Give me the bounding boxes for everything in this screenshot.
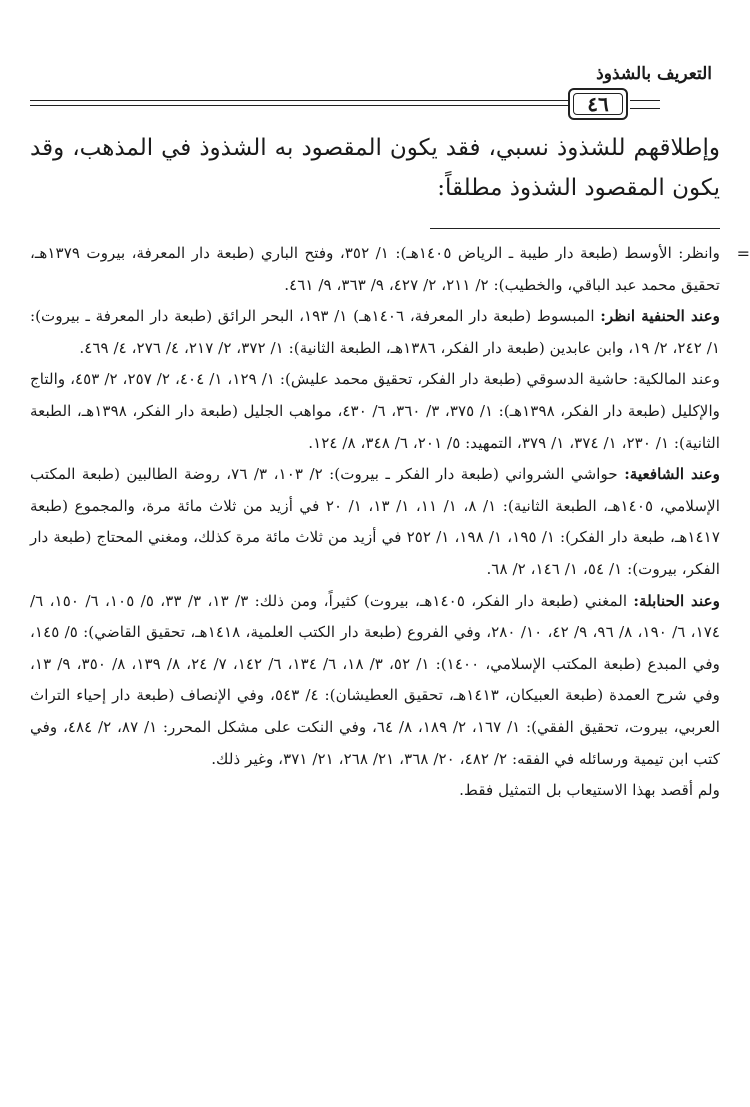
footnote-text: وعند المالكية: حاشية الدسوقي (طبعة دار الفكر، تحقيق محمد عليش): ١/ ١٢٩، ١/ ٤٠٤، ٢/ ٢٥٧، ٢/ ٤٥٣، والتاج والإكليل (طبعة دار الفكر، ١٣٩٨هـ): ١/ ٣٧٥، ٣/ ٣٦٠، ٦/ ٤٣٠، مواهب الجليل (طبعة دار الفكر، ١٣٩٨هـ، الطبعة الثانية): ١/ ٢٣٠، ١/ ٣٧٤، ١/ ٣٧٩، التمهيد: ٥/ ٢٠١، ٦/ ٣٤٨، ٨/ ١٢٤. bbox=[30, 370, 720, 452]
footnote-paragraph bbox=[30, 301, 720, 364]
main-paragraph: وإطلاقهم للشذوذ نسبي، فقد يكون المقصود به الشذوذ في المذهب، وقد يكون المقصود الشذوذ مطلقاً: bbox=[30, 135, 720, 201]
footnote-text: المغني (طبعة دار الفكر، ١٤٠٥هـ، بيروت) كثيراً، ومن ذلك: ٣/ ١٣، ٣/ ٣٣، ٥/ ١٠٥، ٦/ ١٥٠، ٦/ ١٧٤، ٦/ ١٩٠، ٨/ ٩٦، ٩/ ٤٢، ١٠/ ٢٨٠، وفي الفروع (طبعة دار الكتب العلمية، ١٤١٨هـ، تحقيق القاضي): ٥/ ١٤٥، وفي المبدع (طبعة المكتب الإسلامي، ١٤٠٠): ١/ ٥٢، ٣/ ١٨، ٦/ ١٣٤، ٦/ ١٤٢، ٧/ ٢٤، ٨/ ١٣٩، ٨/ ٣٥٠، ٩/ ١٣، وفي شرح العمدة (طبعة العبيكان، ١٤١٣هـ، تحقيق العطيشان): ٤/ ٥٤٣، وفي الإنصاف (طبعة دار إحياء التراث العربي، بيروت، تحقيق الفقي): ١/ ١٦٧، ٢/ ١٨٩، ٨/ ٦٤، وفي النكت على مشكل المحرر: ١/ ٨٧، ٢/ ٤٨٤، وفي كتب ابن تيمية ورسائله في الفقه: ٢/ ٤٨٢، ٢٠/ ٣٦٨، ٢١/ ٢٦٨، ٢١/ ٣٧١، وغير ذلك. bbox=[30, 591, 721, 768]
header-rule-left bbox=[30, 100, 568, 101]
footnote-paragraph bbox=[30, 586, 720, 776]
footnote-lead: وعند الحنابلة: bbox=[633, 591, 721, 610]
footnote-paragraph bbox=[30, 459, 720, 585]
footnote-separator bbox=[430, 228, 720, 229]
footnote-lead: وعند الشافعية: bbox=[624, 465, 720, 484]
header-rule-right bbox=[630, 100, 660, 109]
page-number-frame bbox=[568, 88, 628, 120]
footnotes bbox=[30, 238, 750, 807]
footnote-lead: وعند الحنفية انظر: bbox=[600, 307, 720, 326]
page-number: ٤٦ bbox=[587, 92, 609, 116]
footnote-closing: ولم أقصد بهذا الاستيعاب بل التمثيل فقط. bbox=[459, 781, 720, 800]
footnote-text: المبسوط (طبعة دار المعرفة، ١٤٠٦هـ) ١/ ١٩٣، البحر الرائق (طبعة دار المعرفة ـ بيروت): ١/ ٢٤٢، ٢/ ١٩، وابن عابدين (طبعة دار الفكر، ١٣٨٦هـ، الطبعة الثانية): ١/ ٣٧٢، ٢/ ٢١٧، ٤/ ٢٧٦، ٤/ ٤٦٩. bbox=[30, 307, 720, 357]
footnote-continuation-marker: = bbox=[736, 244, 750, 263]
footnote-paragraph bbox=[30, 364, 720, 459]
running-title: التعريف بالشذوذ bbox=[596, 64, 712, 84]
footnote-text: وانظر: الأوسط (طبعة دار طيبة ـ الرياض ١٤٠٥هـ): ١/ ٣٥٢، وفتح الباري (طبعة دار المعرفة، بيروت ١٣٧٩هـ، تحقيق محمد عبد الباقي، والخطيب): ٢/ ٢١١، ٢/ ٤٢٧، ٩/ ٣٦٣، ٩/ ٤٦١. bbox=[30, 244, 720, 294]
footnote-paragraph bbox=[30, 238, 720, 301]
footnote-text: حواشي الشرواني (طبعة دار الفكر ـ بيروت): ٢/ ١٠٣، ٣/ ٧٦، روضة الطالبين (طبعة المكتب الإسلامي، ١٤٠٥هـ، الطبعة الثانية): ١/ ٨، ١/ ١١، ١/ ١٣، ١/ ٢٠ في أزيد من ثلاث مائة مرة، والمجموع (طبعة ١٤١٧هـ، طبعة دار الفكر): ١/ ١٩٥، ١/ ١٩٨، ١/ ٢٥٢ في أزيد من ثلاث مائة مرة كذلك، ومغني المحتاج (طبعة دار الفكر، بيروت): ١/ ٥٤، ١/ ١٤٦، ٢/ ٦٨. bbox=[30, 465, 721, 578]
